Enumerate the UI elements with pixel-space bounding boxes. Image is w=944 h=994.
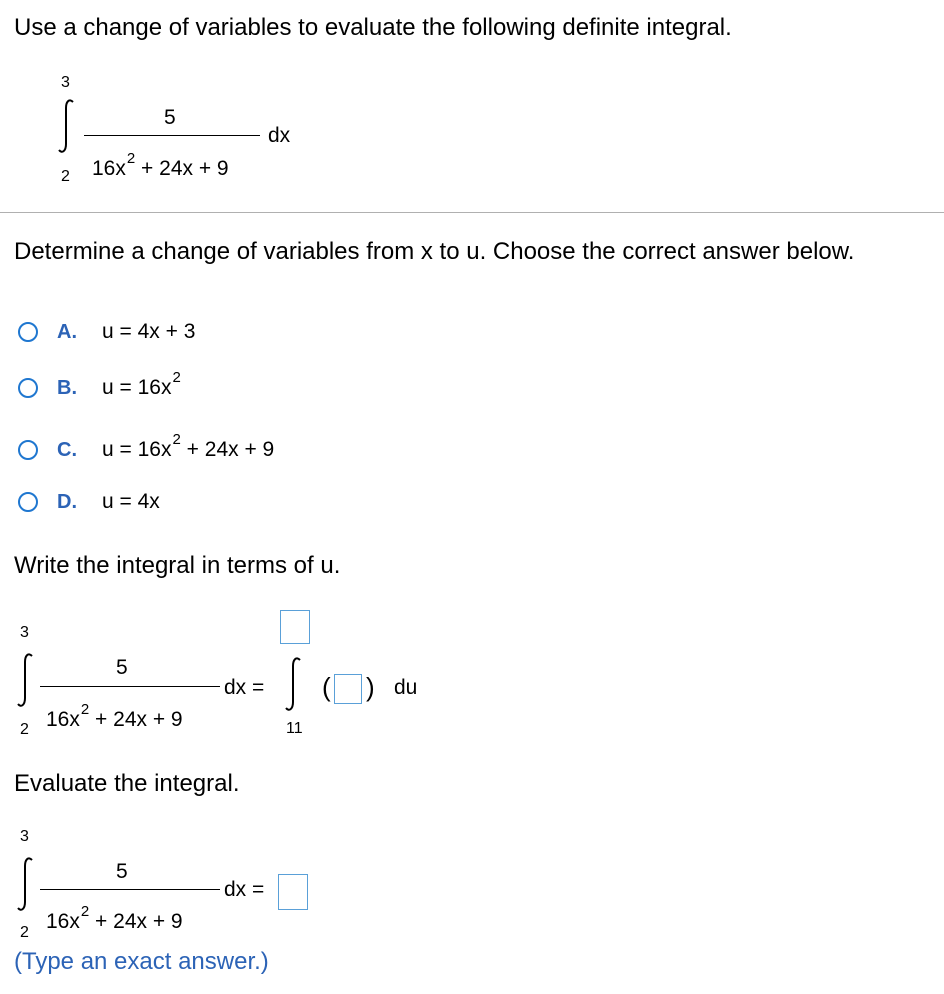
answer-input[interactable] [278, 874, 308, 910]
denominator: $16x^2 + 24x + 9$ [92, 150, 229, 180]
fraction-bar [40, 889, 220, 890]
du-label: du [394, 676, 418, 699]
step1-prompt: Determine a change of variables from x to u. Choose the correct answer below. [14, 238, 855, 265]
radio-option-a[interactable] [18, 322, 38, 342]
fraction-bar [84, 135, 260, 136]
radio-option-d[interactable] [18, 492, 38, 512]
integral-sign-icon [57, 98, 77, 154]
radio-option-c[interactable] [18, 440, 38, 460]
lower-limit: 2 [20, 924, 29, 941]
integral-sign-icon [16, 856, 36, 912]
numerator: 5 [164, 106, 176, 129]
fraction-bar [40, 686, 220, 687]
dx-equals: dx = [224, 878, 265, 901]
dx-equals: dx = [224, 676, 265, 699]
option-letter: B. [57, 377, 77, 399]
right-paren: ) [366, 672, 375, 702]
option-text: $u = 16x^2 + 24x + 9$ [102, 431, 275, 461]
section-divider [0, 212, 944, 213]
numerator: 5 [116, 656, 128, 679]
step2-prompt: Write the integral in terms of u. [14, 552, 341, 579]
u-lower-limit: 11 [286, 720, 303, 737]
option-letter: A. [57, 321, 77, 343]
lower-limit: 2 [20, 721, 29, 738]
option-text: u = 4x [102, 490, 160, 513]
denominator: $16x^2 + 24x + 9$ [46, 701, 183, 731]
upper-limit: 3 [61, 74, 70, 91]
integrand-input[interactable] [334, 674, 362, 704]
denominator: $16x^2 + 24x + 9$ [46, 903, 183, 933]
radio-option-b[interactable] [18, 378, 38, 398]
lower-limit: 2 [61, 168, 70, 185]
upper-limit: 3 [20, 828, 29, 845]
integral-sign-icon [16, 652, 36, 708]
option-text: $u = 16x^2$ [102, 369, 181, 399]
option-text: u = 4x + 3 [102, 320, 196, 343]
option-letter: C. [57, 439, 77, 461]
instruction-text: Use a change of variables to evaluate the following definite integral. [14, 14, 732, 41]
left-paren: ( [322, 672, 331, 702]
answer-hint: (Type an exact answer.) [14, 948, 269, 975]
step3-prompt: Evaluate the integral. [14, 770, 240, 797]
dx-label: dx [268, 124, 291, 147]
integral-sign-icon [284, 656, 304, 712]
upper-limit-input[interactable] [280, 610, 310, 644]
upper-limit: 3 [20, 624, 29, 641]
numerator: 5 [116, 860, 128, 883]
option-letter: D. [57, 491, 77, 513]
